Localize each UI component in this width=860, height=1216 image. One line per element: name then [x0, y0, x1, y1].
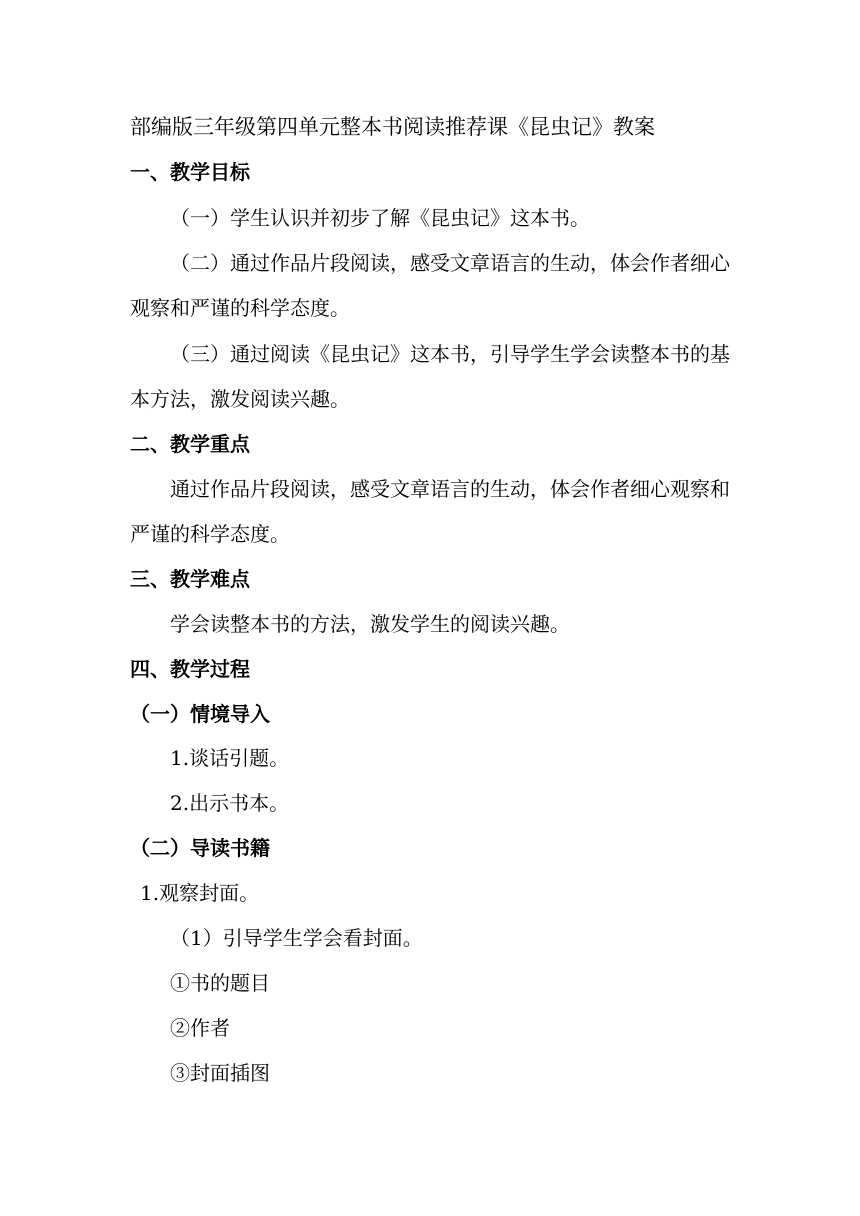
subheading-scenario-intro: （一）情境导入	[130, 702, 270, 726]
goal-item-3-line-1: （三）通过阅读《昆虫记》这本书，引导学生学会读整本书的基	[170, 342, 730, 366]
process-item-show-book: 2.出示书本。	[170, 791, 290, 815]
process-item-talk: 1.谈话引题。	[170, 746, 290, 770]
key-points-line-1: 通过作品片段阅读，感受文章语言的生动，体会作者细心观察和	[170, 477, 730, 501]
subheading-guided-reading: （二）导读书籍	[130, 836, 270, 860]
goal-item-2-line-2: 观察和严谨的科学态度。	[130, 296, 350, 320]
heading-teaching-process: 四、教学过程	[130, 657, 250, 681]
key-points-line-2: 严谨的科学态度。	[130, 522, 290, 546]
process-subitem-cover-guide: （1）引导学生学会看封面。	[170, 926, 423, 950]
heading-key-points: 二、教学重点	[130, 432, 250, 456]
difficulties-line-1: 学会读整本书的方法，激发学生的阅读兴趣。	[170, 612, 570, 636]
heading-difficulties: 三、教学难点	[130, 567, 250, 591]
process-item-observe-cover: 1.观察封面。	[140, 881, 260, 905]
goal-item-1: （一）学生认识并初步了解《昆虫记》这本书。	[170, 206, 590, 230]
cover-point-title: ①书的题目	[170, 971, 270, 995]
cover-point-author: ②作者	[170, 1016, 230, 1040]
document-title: 部编版三年级第四单元整本书阅读推荐课《昆虫记》教案	[130, 115, 655, 139]
goal-item-3-line-2: 本方法，激发阅读兴趣。	[130, 387, 350, 411]
heading-teaching-goals: 一、教学目标	[130, 160, 250, 184]
cover-point-illustration: ③封面插图	[170, 1061, 270, 1085]
goal-item-2-line-1: （二）通过作品片段阅读，感受文章语言的生动，体会作者细心	[170, 251, 730, 275]
